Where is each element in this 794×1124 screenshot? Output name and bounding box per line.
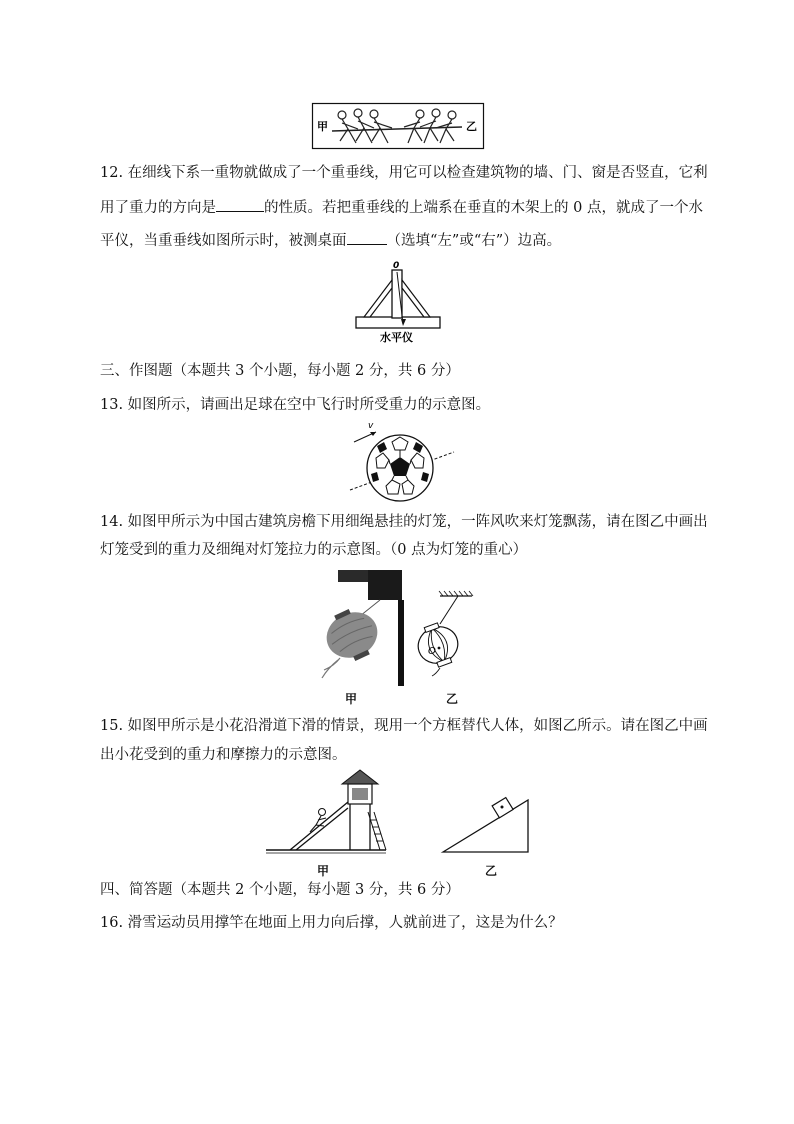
q14-line2: 灯笼受到的重力及细绳对灯笼拉力的示意图。（0 点为灯笼的重心） (100, 542, 528, 558)
q12-line3 (100, 230, 561, 251)
tug-left-label: 甲 (317, 120, 328, 133)
velocity-label: v (368, 421, 374, 431)
level-point-label: 0 (393, 261, 400, 271)
soccer-ball-figure (346, 420, 458, 502)
level-instrument-figure (350, 258, 446, 344)
q12-line3-end: （选填“左”或“右”）边高。 (386, 233, 562, 249)
q13-text: 13. 如图所示，请画出足球在空中飞行时所受重力的示意图。 (100, 397, 491, 413)
q12-line2-start: 用了重力的方向是 (100, 200, 216, 216)
q16-text: 16. 滑雪运动员用撑竿在地面上用力向后撑，人就前进了，这是为什么？ (100, 915, 563, 931)
q15-line2: 出小花受到的重力和摩擦力的示意图。 (100, 747, 347, 763)
lantern-diagram-figure (410, 590, 490, 680)
q12-line2-end: 的性质。若把重垂线的上端系在垂直的木架上的 0 点，就成了一个水 (264, 200, 703, 216)
q12-line2 (100, 197, 703, 218)
q14-line1: 14. 如图甲所示为中国古建筑房檐下用细绳悬挂的灯笼，一阵风吹来灯笼飘荡，请在图乙中画出 (100, 514, 708, 530)
q14-caption-left: 甲 (345, 692, 358, 706)
q14-caption-right: 乙 (446, 692, 459, 706)
lantern-photo-figure (310, 570, 406, 686)
tug-right-label: 乙 (466, 120, 477, 133)
incline-block-figure (440, 790, 532, 856)
q15-caption-right: 乙 (485, 864, 498, 878)
level-caption: 水平仪 (380, 331, 413, 344)
section-3-title: 三、作图题（本题共 3 个小题，每小题 2 分，共 6 分） (100, 363, 460, 379)
tug-of-war-figure (312, 103, 484, 149)
q12-line1: 12. 在细线下系一重物就做成了一个重垂线，用它可以检查建筑物的墙、门、窗是否竖直，它利 (100, 165, 708, 181)
q12-line3-start: 平仪，当重垂线如图所示时，被测桌面 (100, 233, 347, 249)
q15-line1: 15. 如图甲所示是小花沿滑道下滑的情景，现用一个方框替代人体，如图乙所示。请在图乙中画 (100, 718, 708, 734)
q15-caption-left: 甲 (317, 864, 330, 878)
q12-answer-blank-1[interactable] (216, 197, 264, 212)
slide-scene-figure (264, 770, 388, 856)
lantern-center-label: O (428, 646, 436, 657)
section-4-title: 四、简答题（本题共 2 个小题，每小题 3 分，共 6 分） (100, 882, 460, 898)
q12-answer-blank-2[interactable] (347, 230, 387, 245)
